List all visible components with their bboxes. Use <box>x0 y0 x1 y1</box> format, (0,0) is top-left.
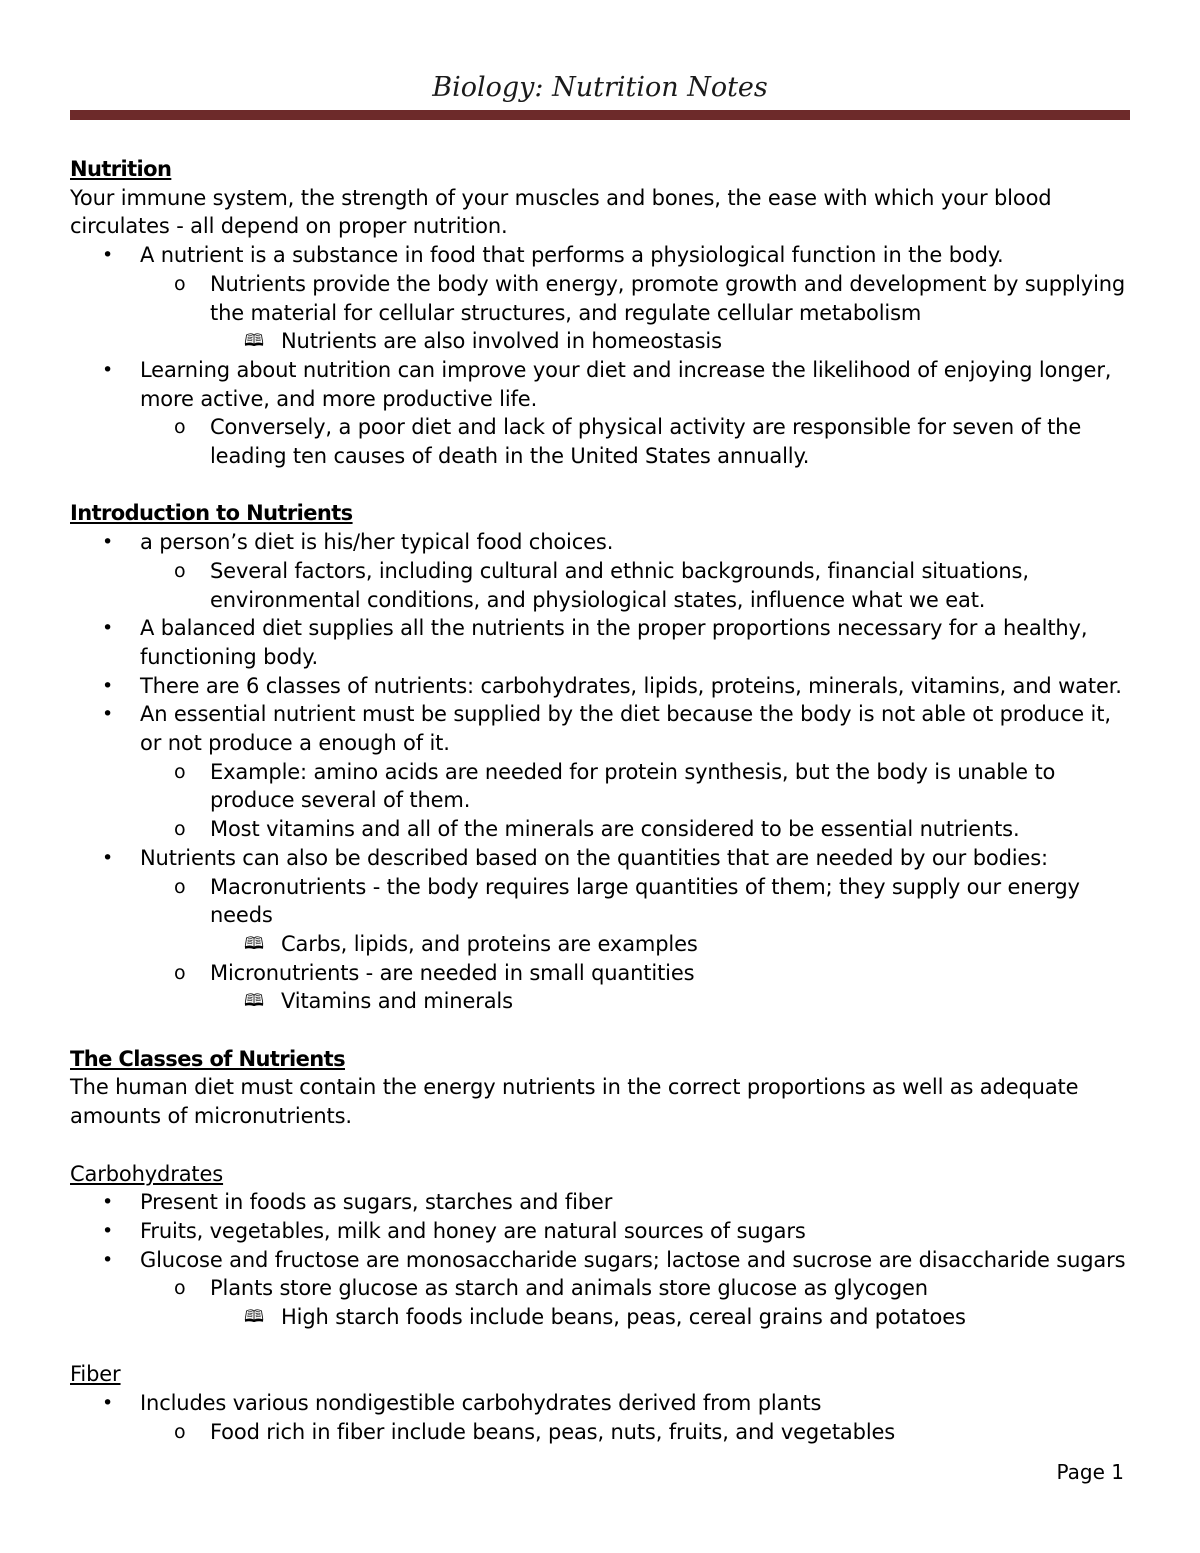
sub-bullet-marker: o <box>174 818 186 841</box>
bullet-marker: • <box>102 846 114 869</box>
bullet-marker: • <box>102 244 114 267</box>
sub-sub-bullet-item: 🕮 Nutrients are also involved in homeostasis <box>70 327 1135 356</box>
bullet-item: • Fruits, vegetables, milk and honey are natural sources of sugars <box>70 1217 1135 1246</box>
bullet-marker: • <box>102 703 114 726</box>
sub-bullet-marker: o <box>174 1277 186 1300</box>
bullet-marker: • <box>102 531 114 554</box>
spacer <box>70 1016 1135 1045</box>
bullet-item: • a person’s diet is his/her typical food choices. <box>70 528 1135 557</box>
subsection-heading-fiber: Fiber <box>70 1362 121 1387</box>
spacer <box>70 1332 1135 1361</box>
title-divider <box>70 110 1130 120</box>
bullet-item: • A nutrient is a substance in food that performs a physiological function in the body. <box>70 241 1135 270</box>
bullet-item: • Glucose and fructose are monosaccharide sugars; lactose and sucrose are disaccharide sugars <box>70 1246 1135 1275</box>
bullet-marker: • <box>102 1248 114 1271</box>
sub-bullet-marker: o <box>174 961 186 984</box>
paragraph-line: Your immune system, the strength of your muscles and bones, the ease with which your blood <box>70 185 1052 210</box>
bullet-item: • There are 6 classes of nutrients: carbohydrates, lipids, proteins, minerals, vitamins, and water. <box>70 672 1135 701</box>
paragraph-line: circulates - all depend on proper nutrition. <box>70 214 508 239</box>
section-heading-introduction: Introduction to Nutrients <box>70 501 353 526</box>
bullet-marker: • <box>102 1191 114 1214</box>
paragraph-line: The human diet must contain the energy nutrients in the correct proportions as well as adequate <box>70 1075 1079 1100</box>
sub-bullet-continuation: the material for cellular structures, and regulate cellular metabolism <box>210 300 922 325</box>
bullet-item: • A balanced diet supplies all the nutrients in the proper proportions necessary for a healthy, <box>70 614 1135 643</box>
sub-bullet-item: o Most vitamins and all of the minerals are considered to be essential nutrients. <box>70 815 1135 844</box>
section-heading-nutrition: Nutrition <box>70 157 172 181</box>
sub-bullet-item: o Example: amino acids are needed for protein synthesis, but the body is unable to <box>70 758 1135 787</box>
bullet-item: • Includes various nondigestible carbohydrates derived from plants <box>70 1389 1135 1418</box>
book-icon: 🕮 <box>244 933 264 954</box>
paragraph-line: amounts of micronutrients. <box>70 1104 352 1129</box>
sub-sub-bullet-item: 🕮 High starch foods include beans, peas, cereal grains and potatoes <box>70 1303 1135 1332</box>
bullet-continuation: more active, and more productive life. <box>140 386 538 411</box>
sub-bullet-marker: o <box>174 760 186 783</box>
sub-bullet-item: o Nutrients provide the body with energy, promote growth and development by supplying <box>70 270 1135 299</box>
sub-bullet-continuation: leading ten causes of death in the United States annually. <box>210 444 810 469</box>
bullet-item: • Learning about nutrition can improve your diet and increase the likelihood of enjoying longer, <box>70 356 1135 385</box>
spacer <box>70 1131 1135 1160</box>
sub-bullet-continuation: produce several of them. <box>210 788 471 813</box>
sub-bullet-continuation: environmental conditions, and physiological states, influence what we eat. <box>210 587 986 612</box>
page-number: Page 1 <box>1056 1460 1124 1484</box>
document-body <box>70 155 1135 1447</box>
section-heading-classes: The Classes of Nutrients <box>70 1046 345 1071</box>
bullet-marker: • <box>102 674 114 697</box>
bullet-marker: • <box>102 617 114 640</box>
sub-bullet-marker: o <box>174 875 186 898</box>
sub-bullet-marker: o <box>174 1420 186 1443</box>
bullet-item: • Present in foods as sugars, starches and fiber <box>70 1188 1135 1217</box>
sub-bullet-item: o Plants store glucose as starch and animals store glucose as glycogen <box>70 1274 1135 1303</box>
book-icon: 🕮 <box>244 331 264 352</box>
sub-bullet-item: o Macronutrients - the body requires large quantities of them; they supply our energy <box>70 873 1135 902</box>
bullet-item: • An essential nutrient must be supplied by the diet because the body is not able ot produce it, <box>70 700 1135 729</box>
sub-bullet-marker: o <box>174 272 186 295</box>
bullet-continuation: functioning body. <box>140 644 319 669</box>
book-icon: 🕮 <box>244 1307 264 1328</box>
sub-bullet-item: o Micronutrients - are needed in small quantities <box>70 959 1135 988</box>
sub-bullet-marker: o <box>174 416 186 439</box>
spacer <box>70 471 1135 500</box>
sub-sub-bullet-item: 🕮 Carbs, lipids, and proteins are examples <box>70 930 1135 959</box>
subsection-heading-carbohydrates: Carbohydrates <box>70 1161 224 1186</box>
bullet-marker: • <box>102 1219 114 1242</box>
book-icon: 🕮 <box>244 991 264 1012</box>
bullet-continuation: or not produce a enough of it. <box>140 731 450 756</box>
bullet-marker: • <box>102 1392 114 1415</box>
sub-bullet-item: o Food rich in fiber include beans, peas, nuts, fruits, and vegetables <box>70 1418 1135 1447</box>
sub-bullet-continuation: needs <box>210 903 273 928</box>
bullet-item: • Nutrients can also be described based on the quantities that are needed by our bodies: <box>70 844 1135 873</box>
sub-sub-bullet-item: 🕮 Vitamins and minerals <box>70 987 1135 1016</box>
sub-bullet-item: o Several factors, including cultural and ethnic backgrounds, financial situations, <box>70 557 1135 586</box>
bullet-marker: • <box>102 358 114 381</box>
document-title: Biology: Nutrition Notes <box>432 72 768 103</box>
sub-bullet-item: o Conversely, a poor diet and lack of physical activity are responsible for seven of the <box>70 413 1135 442</box>
sub-bullet-marker: o <box>174 559 186 582</box>
